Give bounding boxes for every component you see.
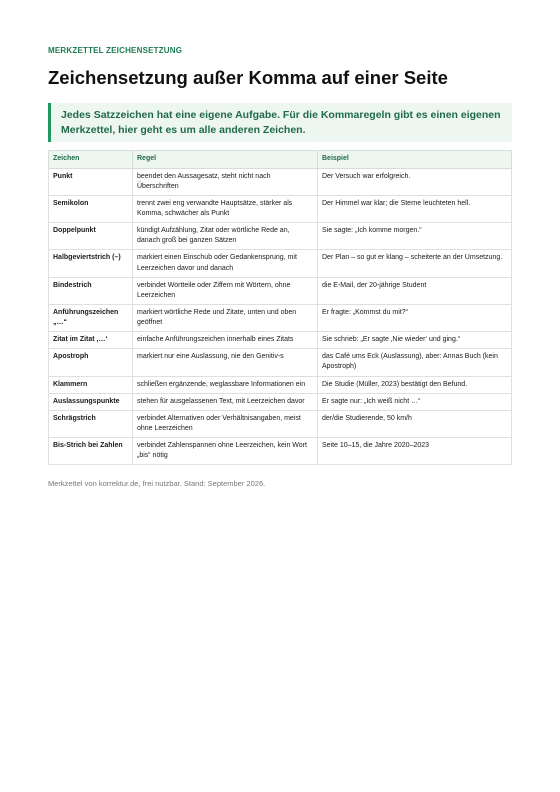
- cell-rule: verbindet Wortteile oder Ziffern mit Wörtern, ohne Leerzeichen: [133, 277, 318, 304]
- punctuation-table: [48, 150, 512, 465]
- table-row: [49, 410, 512, 437]
- cell-sign: Doppelpunkt: [49, 223, 133, 250]
- table-row: [49, 304, 512, 331]
- table-row: [49, 223, 512, 250]
- cell-example: Seite 10–15, die Jahre 2020–2023: [318, 438, 512, 465]
- header-zeichen: Zeichen: [49, 151, 133, 168]
- cell-rule: markiert nur eine Auslassung, nie den Genitiv-s: [133, 349, 318, 376]
- cell-sign: Semikolon: [49, 195, 133, 222]
- cell-sign: Schrägstrich: [49, 410, 133, 437]
- cell-rule: verbindet Alternativen oder Verhältnisangaben, meist ohne Leerzeichen: [133, 410, 318, 437]
- table-row: [49, 376, 512, 393]
- cell-rule: trennt zwei eng verwandte Hauptsätze, stärker als Komma, schwächer als Punkt: [133, 195, 318, 222]
- cell-example: Der Versuch war erfolgreich.: [318, 168, 512, 195]
- cell-example: Sie sagte: „Ich komme morgen.“: [318, 223, 512, 250]
- cell-rule: schließen ergänzende, weglassbare Informationen ein: [133, 376, 318, 393]
- cell-sign: Bindestrich: [49, 277, 133, 304]
- table-row: [49, 393, 512, 410]
- table-row: [49, 250, 512, 277]
- table-header-row: [49, 151, 512, 168]
- table-row: [49, 438, 512, 465]
- cell-sign: Bis-Strich bei Zahlen: [49, 438, 133, 465]
- cell-example: Der Plan – so gut er klang – scheiterte an der Umsetzung.: [318, 250, 512, 277]
- cell-rule: markiert wörtliche Rede und Zitate, unten und oben geöffnet: [133, 304, 318, 331]
- cell-rule: beendet den Aussagesatz, steht nicht nach Überschriften: [133, 168, 318, 195]
- table-row: [49, 168, 512, 195]
- cell-sign: Punkt: [49, 168, 133, 195]
- cell-rule: einfache Anführungszeichen innerhalb eines Zitats: [133, 332, 318, 349]
- cell-example: Die Studie (Müller, 2023) bestätigt den Befund.: [318, 376, 512, 393]
- table-row: [49, 332, 512, 349]
- table-row: [49, 277, 512, 304]
- page-title: Zeichensetzung außer Komma auf einer Seite: [48, 67, 448, 88]
- cell-example: die E-Mail, der 20-jährige Student: [318, 277, 512, 304]
- cell-example: das Café ums Eck (Auslassung), aber: Annas Buch (kein Apostroph): [318, 349, 512, 376]
- cell-sign: Zitat im Zitat ‚…‘: [49, 332, 133, 349]
- cell-rule: verbindet Zahlenspannen ohne Leerzeichen, kein Wort „bis“ nötig: [133, 438, 318, 465]
- cell-sign: Apostroph: [49, 349, 133, 376]
- table-row: [49, 195, 512, 222]
- cell-sign: Klammern: [49, 376, 133, 393]
- table-row: [49, 349, 512, 376]
- header-regel: Regel: [133, 151, 318, 168]
- intro-callout: Jedes Satzzeichen hat eine eigene Aufgabe. Für die Kommaregeln gibt es einen eigenen Merkzettel, hier geht es um alle anderen Zeichen.: [48, 103, 512, 142]
- cell-example: Der Himmel war klar; die Sterne leuchteten hell.: [318, 195, 512, 222]
- cell-example: Er sagte nur: „Ich weiß nicht …“: [318, 393, 512, 410]
- cell-sign: Anführungszeichen „…“: [49, 304, 133, 331]
- cell-example: Er fragte: „Kommst du mit?“: [318, 304, 512, 331]
- footer-note: Merkzettel von korrektur.de, frei nutzbar. Stand: September 2026.: [48, 479, 266, 489]
- cell-example: Sie schrieb: „Er sagte ‚Nie wieder‘ und ging.“: [318, 332, 512, 349]
- cell-example: der/die Studierende, 50 km/h: [318, 410, 512, 437]
- cell-rule: kündigt Aufzählung, Zitat oder wörtliche Rede an, danach groß bei ganzen Sätzen: [133, 223, 318, 250]
- cell-rule: stehen für ausgelassenen Text, mit Leerzeichen davor: [133, 393, 318, 410]
- kicker: MERKZETTEL ZEICHENSETZUNG: [48, 46, 183, 55]
- header-beispiel: Beispiel: [318, 151, 512, 168]
- cell-rule: markiert einen Einschub oder Gedankensprung, mit Leerzeichen davor und danach: [133, 250, 318, 277]
- cell-sign: Halbgeviertstrich (–): [49, 250, 133, 277]
- cell-sign: Auslassungspunkte: [49, 393, 133, 410]
